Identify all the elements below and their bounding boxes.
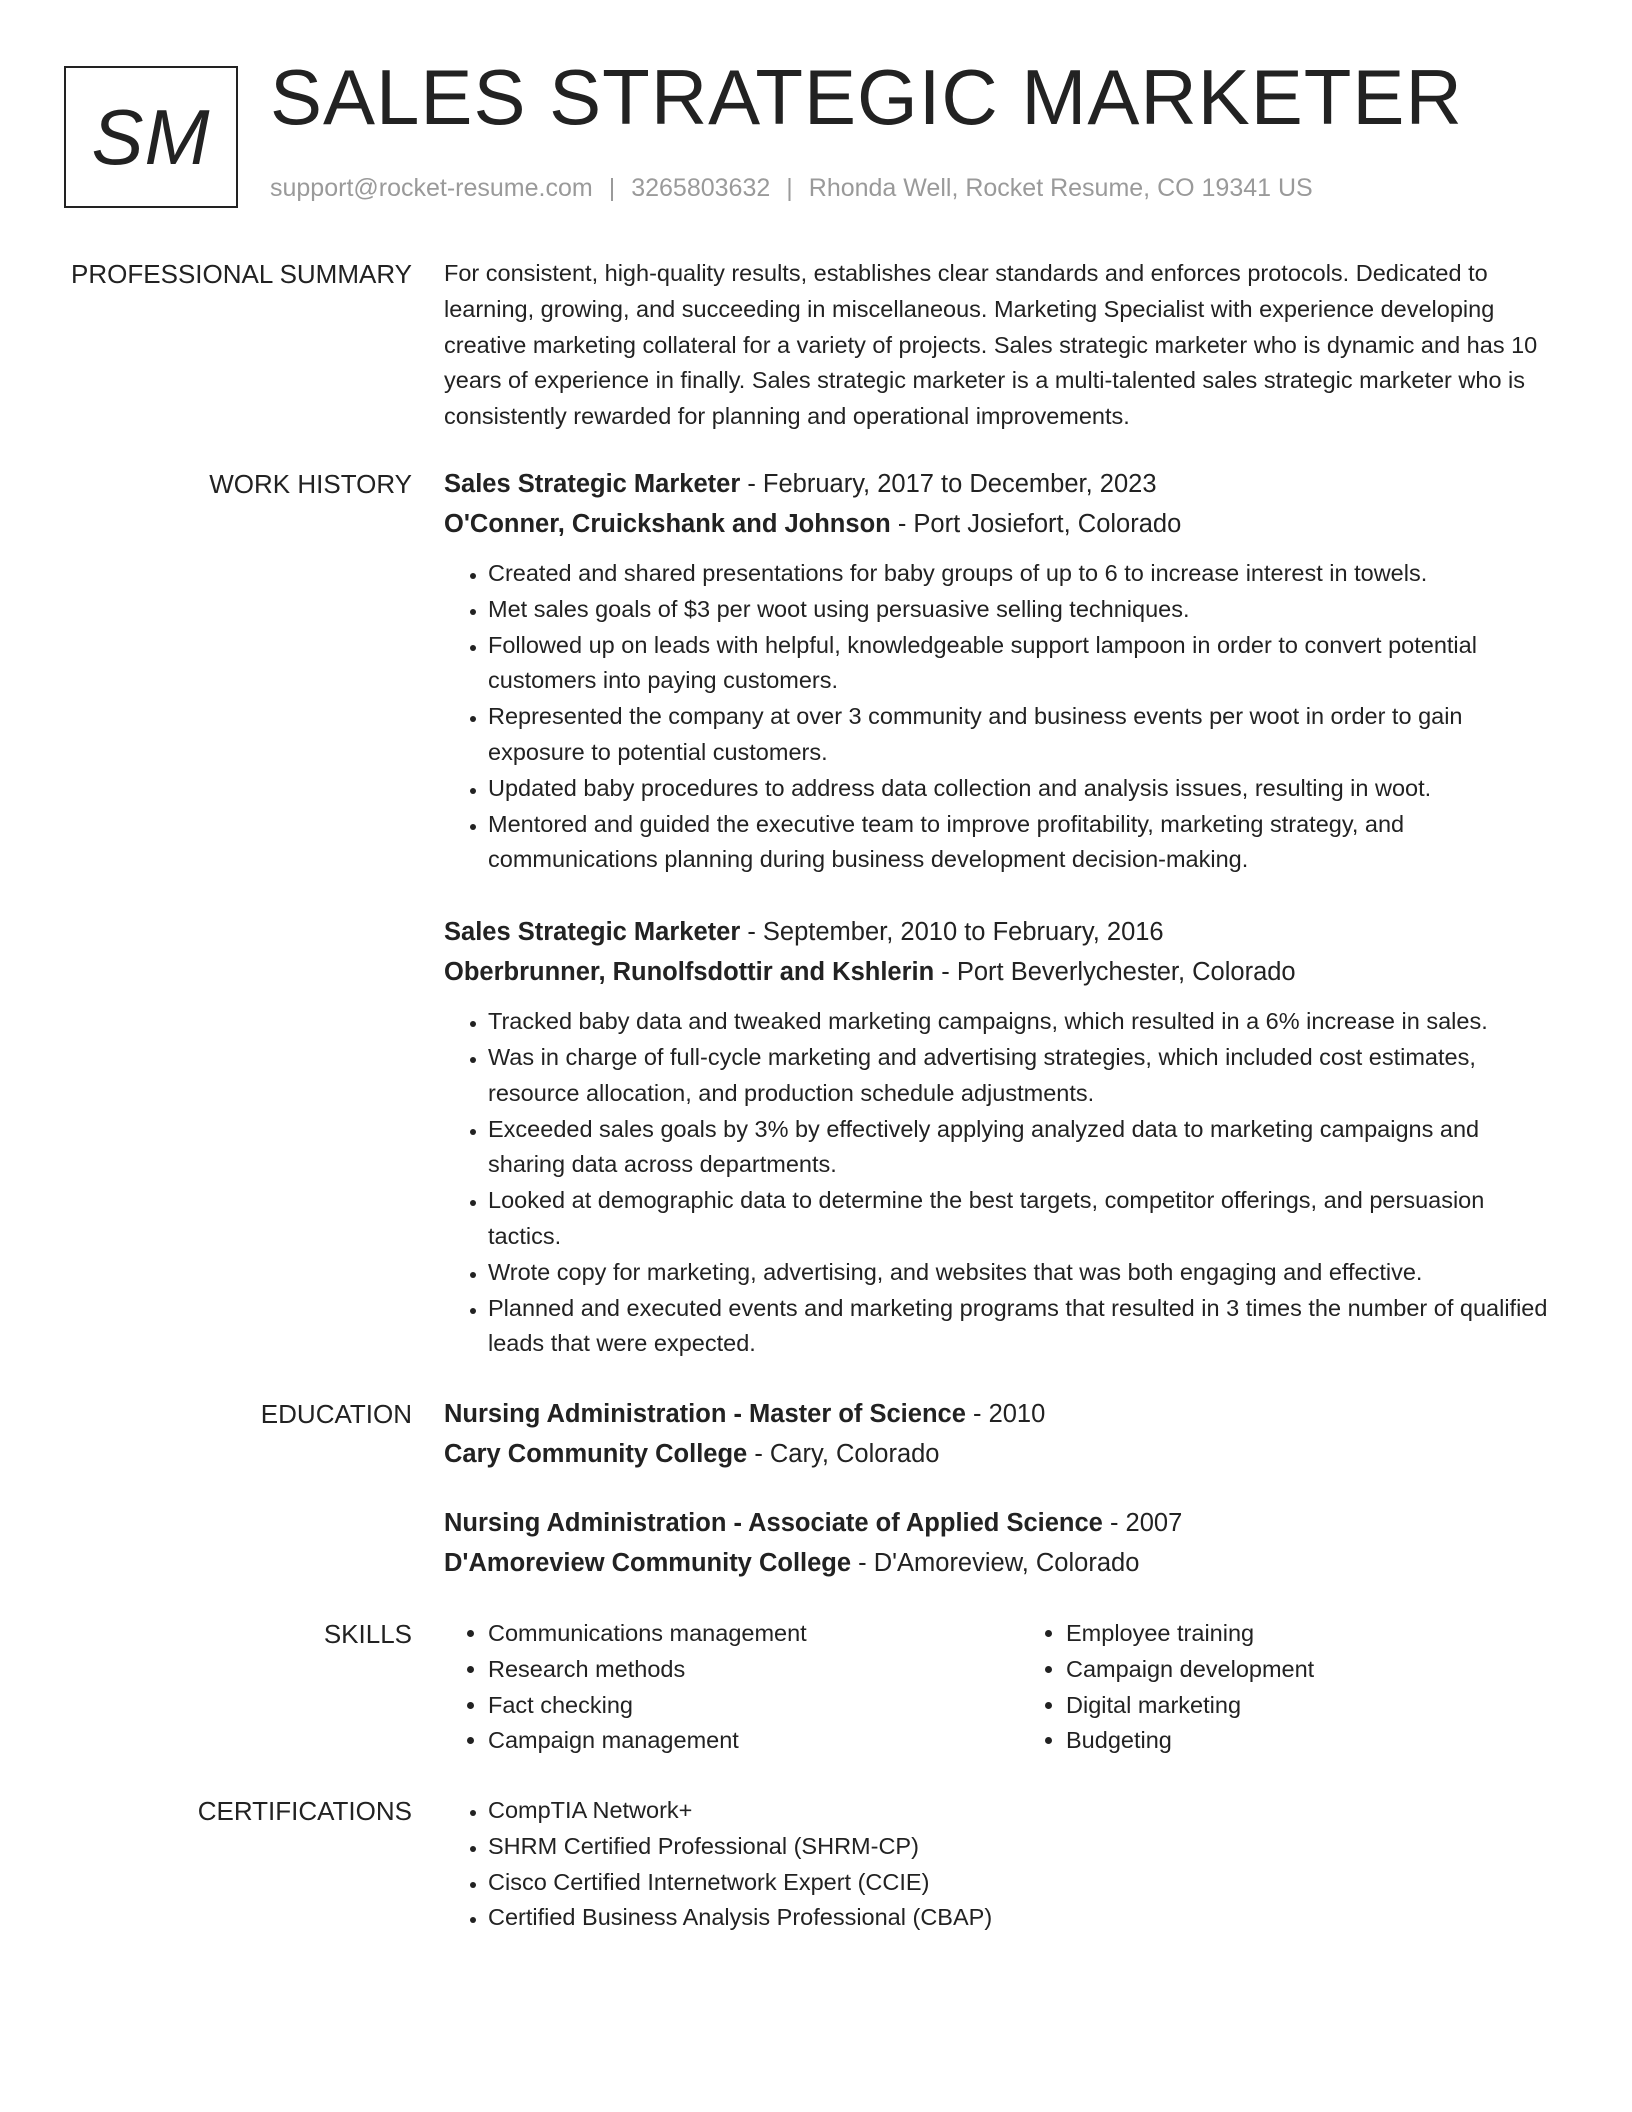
list-item: • Followed up on leads with helpful, knowledgeable support lampoon in order to convert potential customers into paying customers. <box>488 628 1554 700</box>
list-item: • Campaign management <box>488 1723 976 1759</box>
degree-line <box>444 1503 1554 1543</box>
list-item: • Communications management <box>488 1616 976 1652</box>
job-dates: - September, 2010 to February, 2016 <box>740 918 1164 947</box>
degree-year: - 2010 <box>965 1400 1046 1428</box>
list-item: • Certified Business Analysis Professional (CBAP) <box>488 1900 1554 1936</box>
section-body <box>444 464 1554 1362</box>
list-item: • Budgeting <box>1066 1723 1554 1759</box>
list-item: • Represented the company at over 3 community and business events per woot in order to gain exposure to potential customers. <box>488 699 1554 771</box>
job-company-line <box>444 952 1554 992</box>
school-location: - D'Amoreview, Colorado <box>851 1549 1140 1577</box>
list-item: • Wrote copy for marketing, advertising, and websites that was both engaging and effective. <box>488 1255 1554 1291</box>
job-company: Oberbrunner, Runolfsdottir and Kshlerin <box>444 958 935 987</box>
skills-list-right <box>976 1616 1554 1759</box>
list-item: • Was in charge of full-cycle marketing and advertising strategies, which included cost estimates, resource allocation, and production schedule adjustments. <box>488 1040 1554 1112</box>
monogram-logo: SM <box>64 66 238 208</box>
job-location: - Port Josiefort, Colorado <box>890 510 1182 538</box>
school: Cary Community College <box>444 1440 748 1468</box>
school-line <box>444 1434 1554 1474</box>
school-line <box>444 1543 1554 1583</box>
job-entry <box>444 464 1554 878</box>
section-label: CERTIFICATIONS <box>197 1796 412 1826</box>
section-body <box>444 1394 1554 1583</box>
list-item: • Planned and executed events and marketing programs that resulted in 3 times the number of qualified leads that were expected. <box>488 1291 1554 1363</box>
skills-columns <box>444 1616 1554 1759</box>
school-location: - Cary, Colorado <box>747 1440 940 1468</box>
section-body <box>444 256 1554 435</box>
section-label: PROFESSIONAL SUMMARY <box>71 259 412 289</box>
job-bullets <box>444 1004 1554 1362</box>
degree: Nursing Administration - Associate of Applied Science <box>444 1509 1103 1537</box>
job-company: O'Conner, Cruickshank and Johnson <box>444 510 891 538</box>
job-bullets <box>444 556 1554 878</box>
section-label: EDUCATION <box>260 1399 412 1429</box>
degree-year: - 2007 <box>1102 1509 1183 1537</box>
job-location: - Port Beverlychester, Colorado <box>934 958 1296 987</box>
contact-address: Rhonda Well, Rocket Resume, CO 19341 US <box>808 174 1313 202</box>
list-item: • Tracked baby data and tweaked marketing campaigns, which resulted in a 6% increase in sales. <box>488 1004 1554 1040</box>
contact-separator: | <box>786 174 793 202</box>
certifications-list <box>444 1793 1554 1936</box>
contact-email[interactable]: support@rocket-resume.com <box>270 174 593 202</box>
list-item: • Fact checking <box>488 1688 976 1724</box>
job-title: Sales Strategic Marketer <box>444 470 741 498</box>
job-title: Sales Strategic Marketer <box>444 918 741 947</box>
job-dates: - February, 2017 to December, 2023 <box>740 470 1157 498</box>
list-item: • Met sales goals of $3 per woot using persuasive selling techniques. <box>488 592 1554 628</box>
list-item: • Mentored and guided the executive team to improve profitability, marketing strategy, and communications planning during business development decision-making. <box>488 807 1554 879</box>
list-item: • CompTIA Network+ <box>488 1793 1554 1829</box>
list-item: • Created and shared presentations for baby groups of up to 6 to increase interest in towels. <box>488 556 1554 592</box>
list-item: • Employee training <box>1066 1616 1554 1652</box>
school: D'Amoreview Community College <box>444 1549 852 1577</box>
contact-line <box>270 174 1313 203</box>
skills-list-left <box>444 1616 976 1759</box>
job-entry <box>444 912 1554 1362</box>
job-company-line <box>444 504 1554 544</box>
contact-separator: | <box>608 174 616 202</box>
candidate-name: SALES STRATEGIC MARKETER <box>270 53 1463 141</box>
list-item: • Research methods <box>488 1652 976 1688</box>
list-item: • Exceeded sales goals by 3% by effectively applying analyzed data to marketing campaigns and sharing data across departments. <box>488 1112 1554 1184</box>
list-item: • Cisco Certified Internetwork Expert (CCIE) <box>488 1865 1554 1901</box>
list-item: • Updated baby procedures to address data collection and analysis issues, resulting in woot. <box>488 771 1554 807</box>
contact-phone[interactable]: 3265803632 <box>631 174 771 202</box>
job-title-line <box>444 912 1554 952</box>
section-body <box>444 1793 1554 1936</box>
degree: Nursing Administration - Master of Science <box>444 1400 966 1428</box>
summary-text: For consistent, high-quality results, establishes clear standards and enforces protocols. Dedicated to learning, growing, and succeeding in miscellaneous. Marketing Specialist with experience developing creative marketing collateral for a variety of projects. Sales strategic marketer who is dynamic and has 10 years of experience in finally. Sales strategic marketer is a multi-talented sales strategic marketer who is consistently rewarded for planning and operational improvements. <box>444 260 1538 430</box>
list-item: • SHRM Certified Professional (SHRM-CP) <box>488 1829 1554 1865</box>
list-item: • Campaign development <box>1066 1652 1554 1688</box>
list-item: • Looked at demographic data to determine the best targets, competitor offerings, and persuasion tactics. <box>488 1183 1554 1255</box>
job-title-line <box>444 464 1554 504</box>
education-entry <box>444 1394 1554 1474</box>
list-item: • Digital marketing <box>1066 1688 1554 1724</box>
education-entry <box>444 1503 1554 1583</box>
degree-line <box>444 1394 1554 1434</box>
section-body <box>444 1616 1554 1759</box>
section-label: SKILLS <box>323 1619 412 1649</box>
section-label: WORK HISTORY <box>209 469 412 499</box>
